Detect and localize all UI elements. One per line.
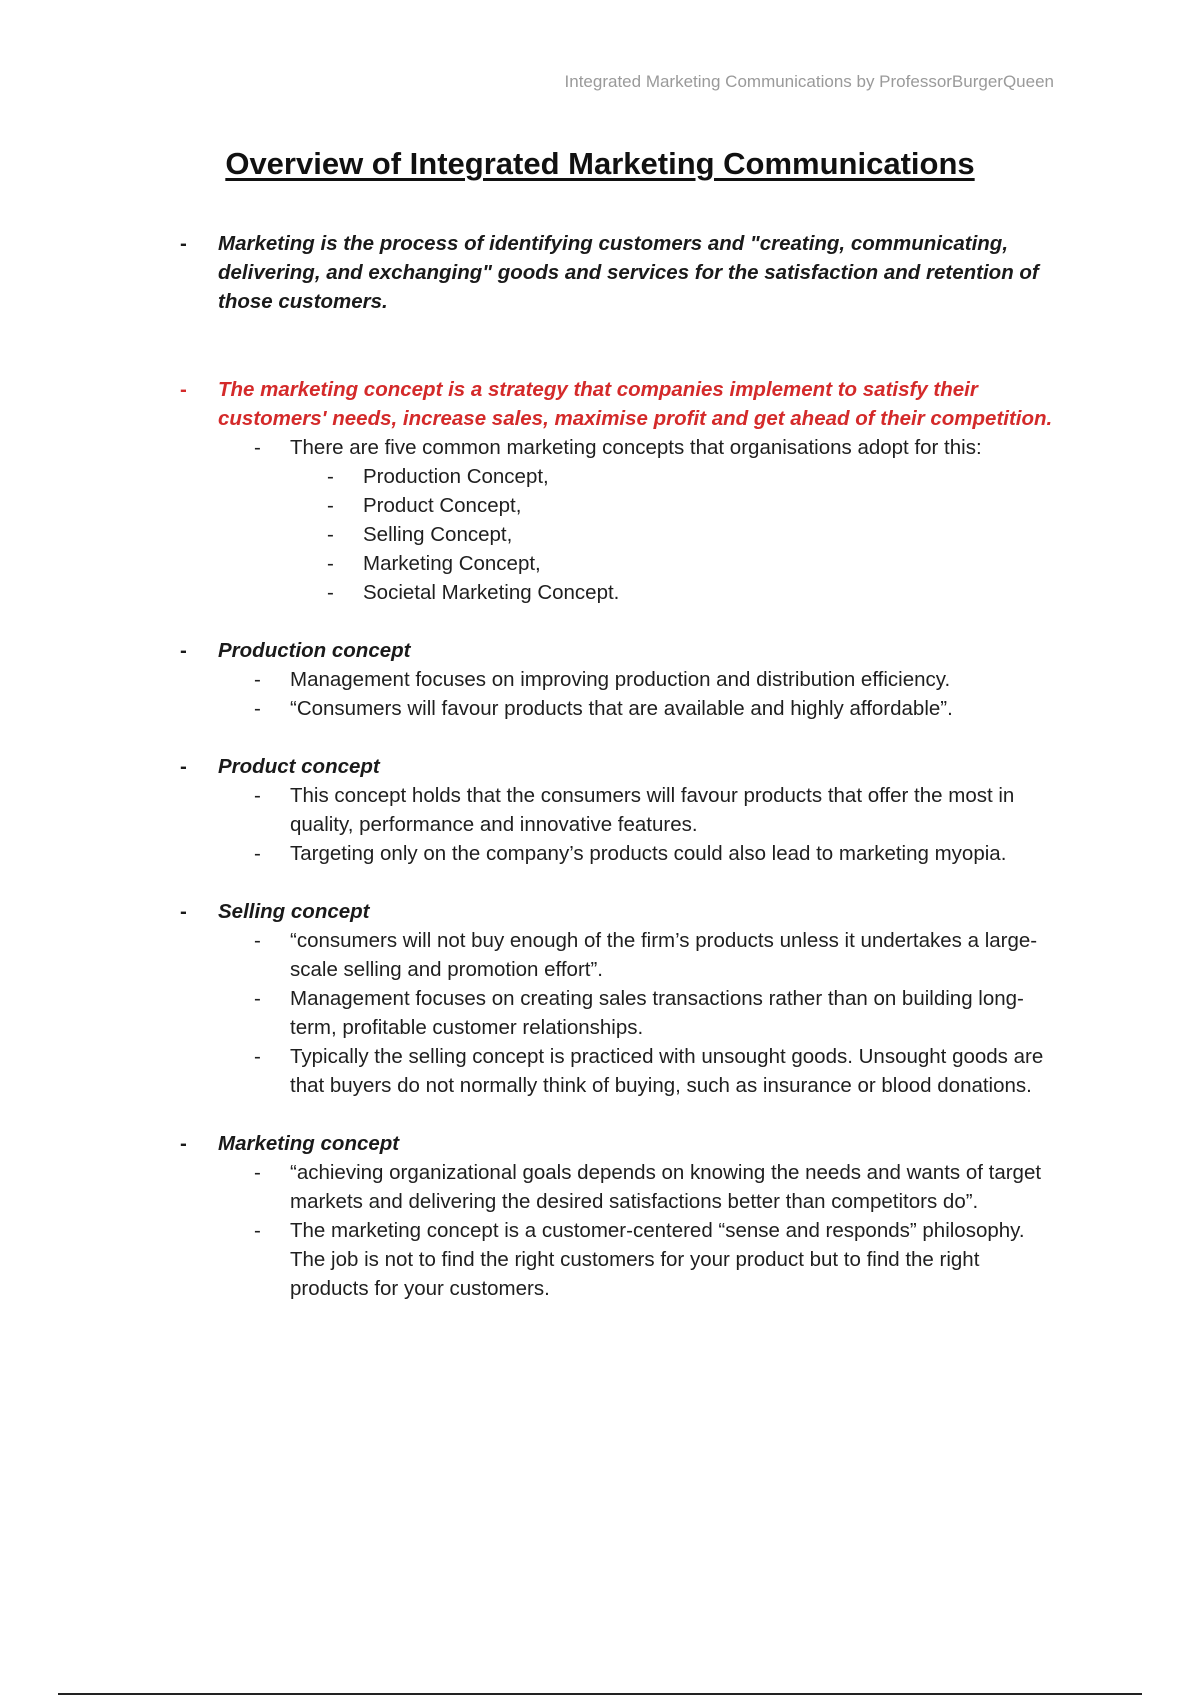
sub-bullet — [180, 781, 1060, 839]
sub-bullet-text: “consumers will not buy enough of the firm’s products unless it undertakes a large-scale selling and promotion effort”. — [290, 929, 1038, 981]
concept-list-item — [180, 462, 1060, 491]
page-header: Integrated Marketing Communications by ProfessorBurgerQueen — [564, 72, 1054, 91]
bullet-dash: - — [254, 842, 261, 865]
bullet-dash: - — [327, 465, 334, 488]
concept-list-item-text: Selling Concept, — [363, 523, 513, 546]
bullet-dash: - — [180, 378, 187, 401]
sub-bullet-text: The marketing concept is a customer-centered “sense and responds” philosophy. The job is not to find the right customers for your product but to find the right products for your customers. — [290, 1219, 1025, 1300]
bullet-dash: - — [327, 581, 334, 604]
section-heading-marketing-concept — [180, 1129, 1060, 1158]
sub-bullet — [180, 984, 1060, 1042]
bullet-dash: - — [254, 784, 261, 807]
concept-list-item — [180, 491, 1060, 520]
bullet-dash: - — [180, 639, 187, 662]
sub-bullet-text: Targeting only on the company’s products could also lead to marketing myopia. — [290, 842, 1007, 865]
concept-list-item — [180, 520, 1060, 549]
bullet-dash: - — [254, 1219, 261, 1242]
definition-text: Marketing is the process of identifying customers and "creating, communicating, delivering, and exchanging" goods and services for the satisfaction and retention of those customers. — [218, 232, 1039, 313]
sub-bullet-text: Management focuses on creating sales transactions rather than on building long-term, profitable customer relationships. — [290, 987, 1024, 1039]
bullet-dash: - — [254, 987, 261, 1010]
bullet-dash: - — [180, 232, 187, 255]
sub-bullet — [180, 1216, 1060, 1303]
sub-bullet-text: Management focuses on improving production and distribution efficiency. — [290, 668, 951, 691]
sub-bullet — [180, 839, 1060, 868]
sub-bullet-text: “Consumers will favour products that are available and highly affordable”. — [290, 697, 953, 720]
sub-bullet-text: There are five common marketing concepts that organisations adopt for this: — [290, 436, 982, 459]
sub-bullet — [180, 433, 1060, 462]
bullet-dash: - — [254, 697, 261, 720]
bullet-dash: - — [254, 1045, 261, 1068]
page-title: Overview of Integrated Marketing Communications — [225, 146, 975, 181]
marketing-concept-intro-bullet — [180, 375, 1060, 433]
sub-bullet-text: Typically the selling concept is practiced with unsought goods. Unsought goods are that buyers do not normally think of buying, such as insurance or blood donations. — [290, 1045, 1044, 1097]
sub-bullet-text: “achieving organizational goals depends on knowing the needs and wants of target markets and delivering the desired satisfactions better than competitors do”. — [290, 1161, 1042, 1213]
footer-divider — [58, 1693, 1142, 1695]
section-heading-product-concept — [180, 752, 1060, 781]
section-heading-selling-concept — [180, 897, 1060, 926]
sub-bullet — [180, 694, 1060, 723]
sub-bullet — [180, 1158, 1060, 1216]
section-heading-production-concept — [180, 636, 1060, 665]
bullet-dash: - — [180, 1132, 187, 1155]
definition-bullet — [180, 229, 1060, 316]
concept-list-item-text: Societal Marketing Concept. — [363, 581, 620, 604]
sub-bullet — [180, 926, 1060, 984]
concept-list-item-text: Product Concept, — [363, 494, 522, 517]
bullet-dash: - — [180, 900, 187, 923]
bullet-dash: - — [327, 523, 334, 546]
section-heading-text: Marketing concept — [218, 1132, 400, 1155]
bullet-dash: - — [254, 929, 261, 952]
section-heading-text: Product concept — [218, 755, 380, 778]
bullet-dash: - — [254, 668, 261, 691]
bullet-dash: - — [254, 1161, 261, 1184]
concept-list-item-text: Marketing Concept, — [363, 552, 541, 575]
marketing-concept-intro-text: The marketing concept is a strategy that companies implement to satisfy their customers' needs, increase sales, maximise profit and get ahead of their competition. — [218, 378, 1053, 430]
sub-bullet — [180, 665, 1060, 694]
bullet-dash: - — [327, 552, 334, 575]
bullet-dash: - — [327, 494, 334, 517]
section-heading-text: Production concept — [218, 639, 411, 662]
concept-list-item — [180, 578, 1060, 607]
section-heading-text: Selling concept — [218, 900, 370, 923]
document-body — [180, 229, 1060, 1303]
sub-bullet-text: This concept holds that the consumers will favour products that offer the most in quality, performance and innovative features. — [290, 784, 1015, 836]
concept-list-item — [180, 549, 1060, 578]
sub-bullet — [180, 1042, 1060, 1100]
concept-list-item-text: Production Concept, — [363, 465, 549, 488]
bullet-dash: - — [254, 436, 261, 459]
bullet-dash: - — [180, 755, 187, 778]
